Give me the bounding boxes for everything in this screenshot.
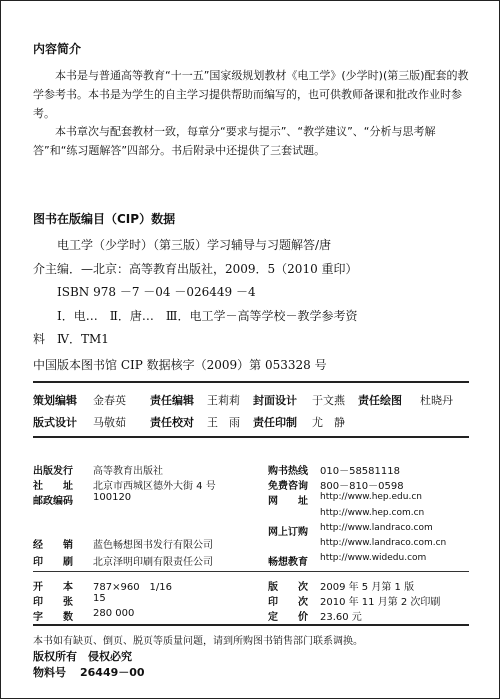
format-label: 开 本	[33, 582, 73, 593]
rule-editors	[33, 436, 469, 438]
website-label: 网 址	[268, 496, 308, 507]
item-number-label: 物料号	[33, 666, 66, 679]
postcode-label: 邮政编码	[33, 496, 73, 507]
distributor-label: 经 销	[33, 540, 73, 551]
rule-bottom	[33, 624, 469, 626]
widedu-url[interactable]: http://www.widedu.com	[320, 553, 427, 563]
publisher-value: 高等教育出版社	[93, 466, 163, 477]
impression-label: 印 次	[268, 597, 308, 608]
sheets-label: 印 张	[33, 597, 73, 608]
printer-value: 北京泽明印刷有限责任公司	[93, 557, 213, 568]
consult-value: 800－810－0598	[320, 481, 404, 492]
intro-paragraph-2: 本书章次与配套教材一致，每章分“要求与提示”、“教学建议”、“分析与思考解答”和“练习题解答”四部分。书后附录中还提供了三套试题。	[33, 125, 436, 157]
distributor-value: 蓝色畅想图书发行有限公司	[93, 540, 213, 551]
price-value: 23.60 元	[320, 612, 362, 623]
consult-label: 免费咨询	[268, 481, 308, 492]
publisher-label: 出版发行	[33, 466, 73, 477]
cip-heading: 图书在版编目（CIP）数据	[33, 212, 176, 226]
cip-line-4: Ⅰ．电… Ⅱ．唐… Ⅲ．电工学－高等学校－教学参考资	[57, 309, 358, 323]
editor-name: 马敬茹	[93, 416, 126, 429]
editor-label: 策划编辑	[33, 394, 77, 407]
website-url[interactable]: http://www.hep.com.cn	[320, 508, 425, 518]
editor-name: 尤 静	[312, 416, 345, 429]
online-order-label: 网上订购	[268, 527, 308, 538]
editor-name: 王莉莉	[207, 394, 240, 407]
edition-label: 版 次	[268, 582, 308, 593]
editor-label: 版式设计	[33, 416, 77, 429]
widedu-label: 畅想教育	[268, 557, 308, 568]
format-value: 787×960 1/16	[93, 582, 173, 593]
hotline-label: 购书热线	[268, 466, 308, 477]
copyright-line: 版权所有 侵权必究	[33, 650, 132, 663]
address-label: 社 址	[33, 481, 73, 492]
printer-label: 印 刷	[33, 557, 73, 568]
editor-name: 杜晓丹	[420, 394, 453, 407]
address-value: 北京市西城区德外大街 4 号	[93, 481, 216, 492]
cip-isbn: ISBN 978 －7 －04 －026449 －4	[57, 285, 256, 299]
cip-line-2: 介主编．—北京：高等教育出版社，2009．5（2010 重印）	[33, 262, 358, 276]
cip-line-5: 料 Ⅳ．TM1	[33, 332, 109, 346]
online-order-url[interactable]: http://www.landraco.com.cn	[320, 538, 447, 548]
intro-paragraph-1: 本书是与普通高等教育“十一五”国家级规划教材《电工学》(少学时)(第三版)配套的教学参考书。本书是为学生的自主学习提供帮助而编写的，也可供教师备课和批改作业时参考。	[33, 69, 469, 120]
cip-data-number: 中国版本图书馆 CIP 数据核字（2009）第 053328 号	[33, 358, 327, 372]
impression-value: 2010 年 11 月第 2 次印刷	[320, 597, 441, 608]
editor-name: 金春英	[93, 394, 126, 407]
rule-specs	[33, 571, 469, 572]
editor-name: 王 雨	[207, 416, 240, 429]
sheets-value: 15	[93, 593, 106, 604]
item-number: 26449－00	[80, 666, 145, 679]
online-order-url[interactable]: http://www.landraco.com	[320, 523, 433, 533]
postcode-value: 100120	[93, 492, 132, 503]
hotline-value: 010－58581118	[320, 466, 400, 477]
intro-heading: 内容简介	[33, 42, 82, 56]
quality-notice: 本书如有缺页、倒页、脱页等质量问题，请到所购图书销售部门联系调换。	[33, 636, 363, 647]
cip-line-1: 电工学（少学时）（第三版）学习辅导与习题解答/唐	[57, 238, 332, 252]
editor-name: 于文燕	[312, 394, 345, 407]
edition-value: 2009 年 5 月第 1 版	[320, 582, 415, 593]
editor-label: 责任编辑	[150, 394, 194, 407]
wordcount-value: 280 000	[93, 608, 135, 619]
editor-label: 封面设计	[253, 394, 297, 407]
website-url[interactable]: http://www.hep.edu.cn	[320, 492, 422, 502]
editor-label: 责任印制	[253, 416, 297, 429]
rule-top	[33, 381, 469, 383]
editor-label: 责任绘图	[358, 394, 402, 407]
wordcount-label: 字 数	[33, 612, 73, 623]
price-label: 定 价	[268, 612, 308, 623]
editor-label: 责任校对	[150, 416, 194, 429]
